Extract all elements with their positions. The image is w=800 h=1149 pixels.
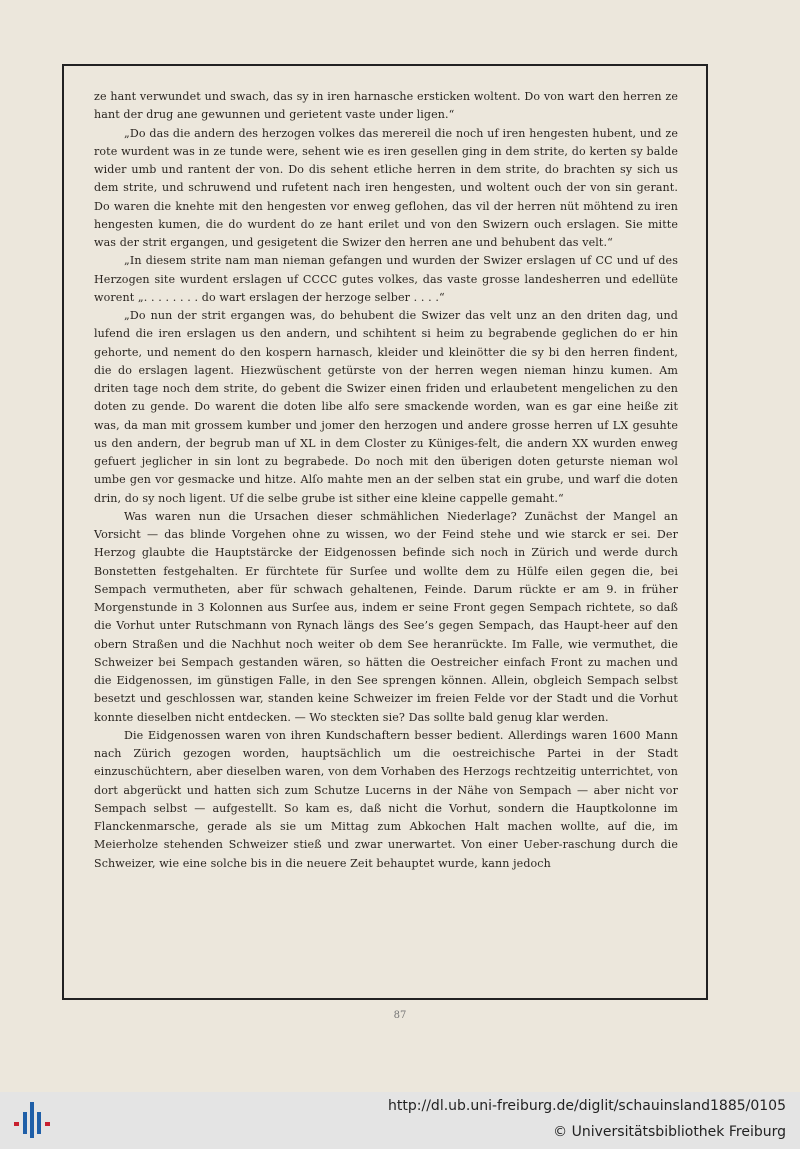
paragraph-5: Was waren nun die Ursachen dieser schmählichen Niederlage? Zunächst der Mangel an Vorsicht — das blinde Vorgehen ohne zu wissen, wo der Feind stehe und wie starck er sei. Der Herzog glaubte die Hauptstärcke der Eidgenossen befinde sich noch in Zürich und werde durch Bonstetten festgehalten. Er fürchtete für Surſee und wollte dem zu Hülfe eilen gegen die, bei Sempach vermutheten, aber für schwach gehaltenen, Feinde. Darum rückte er am 9. in früher Morgenstunde in 3 Kolonnen aus Surſee aus, indem er seine Front gegen Sempach richtete, so daß die Vorhut unter Rutschmann von Rynach längs des See’s gegen Sempach, das Haupt-heer auf den obern Straßen und die Nachhut noch weiter ob dem See heranrückte. Im Falle, wie vermuthet, die Schweizer bei Sempach gestanden wären, so hätten die Oestreicher einfach Front zu machen und die Eidgenossen, im günstigen Falle, in den See sprengen können. Allein, obgleich Sempach selbst besetzt und geschlossen war, standen keine Schweizer im freien Felde vor der Stadt und die Vorhut konnte dieselben nicht entdecken. — Wo steckten sie? Das sollte bald genug klar werden. bbox=[94, 509, 678, 724]
university-logo-icon bbox=[12, 1100, 52, 1140]
copyright-notice: © Universitätsbibliothek Freiburg bbox=[553, 1124, 786, 1140]
permalink-link[interactable]: http://dl.ub.uni-freiburg.de/diglit/schauinsland1885/0105 bbox=[388, 1098, 786, 1114]
paragraph-1: ze hant verwundet und swach, das sy in iren harnasche ersticken woltent. Do von wart den herren ze hant der drug ane gewunnen und gerietent vaste under ligen.“ bbox=[94, 90, 678, 122]
paragraph-3: „In diesem strite nam man nieman gefangen und wurden der Swizer erslagen uf CC und uf des Herzogen site wurdent erslagen uf CCCC gutes volkes, das vaste grosse landesherren und edellüte worent „. . . . . . . . do wart erslagen der herzoge selber . . . .“ bbox=[94, 254, 678, 304]
page-number: 87 bbox=[393, 1010, 407, 1021]
body-text bbox=[94, 88, 678, 873]
paragraph-2: „Do das die andern des herzogen volkes das merereil die noch uf iren hengesten hubent, und ze rote wurdent was in ze tunde were, sehent wie es iren gesellen ging in dem strite, do kerten sy balde wider umb und rantent der von. Do dis sehent etliche herren in dem strite, do brachten sy sich us dem strite, und schruwend und rufetent nach iren hengesten, und woltent ouch der von sin gerant. Do waren die knehte mit den hengesten vor enweg geflohen, das vil der herren nüt möhtend zu iren hengesten kumen, die do wurdent do ze hant erilet und von den Swizern ouch erslagen. Sie mitte was der strit ergangen, und gesigetent die Swizer den herren ane und behubent das velt.“ bbox=[94, 126, 678, 249]
page-frame bbox=[62, 64, 708, 1000]
paragraph-4: „Do nun der strit ergangen was, do behubent die Swizer das velt unz an den driten dag, und lufend die iren erslagen us den andern, und schihtent si heim zu begrabende geglichen do er hin gehorte, und nement do den kospern harnasch, kleider und kleinötter die sy bi den herren findent, die do erslagen lagent. Hiezwüschent getürste von der herren wegen nieman hinzu kumen. Am driten tage noch dem strite, do gebent die Swizer einen friden und erlaubetent mengelichen zu den doten zu gende. Do warent die doten libe alfo sere smackende worden, wan es gar eine heiße zit was, da man mit grossem kumber und jomer den herzogen und andere grosse herren uf LX gesuhte us den andern, der begrub man uf XL in dem Closter zu Küniges-felt, die andern XX wurden enweg gefuert jeglicher in sin lont zu begrabede. Do noch mit den überigen doten geturste nieman wol umbe gen vor gesmacke und hitze. Alſo mahte men an der selben stat ein grube, und warf die doten drin, do sy noch ligent. Uf die selbe grube ist sither eine kleine cappelle gemaht.“ bbox=[94, 309, 678, 505]
paragraph-6: Die Eidgenossen waren von ihren Kundschaftern besser bedient. Allerdings waren 1600 Mann nach Zürich gezogen worden, hauptsächlich um die oestreichische Partei in der Stadt einzuschüchtern, aber dieselben waren, von dem Vorhaben des Herzogs rechtzeitig unterrichtet, von dort abgerückt und hatten sich zum Schutze Lucerns in der Nähe von Sempach — aber nicht vor Sempach selbst — aufgestellt. So kam es, daß nicht die Vorhut, sondern die Hauptkolonne im Flanckenmarsche, gerade als sie um Mittag zum Abkochen Halt machen wollte, auf die, im Meierholze stehenden Schweizer stieß und zwar unerwartet. Von einer Ueber-raschung durch die Schweizer, wie eine solche bis in die neuere Zeit behauptet wurde, kann jedoch bbox=[94, 728, 678, 870]
library-footer bbox=[0, 1092, 800, 1149]
